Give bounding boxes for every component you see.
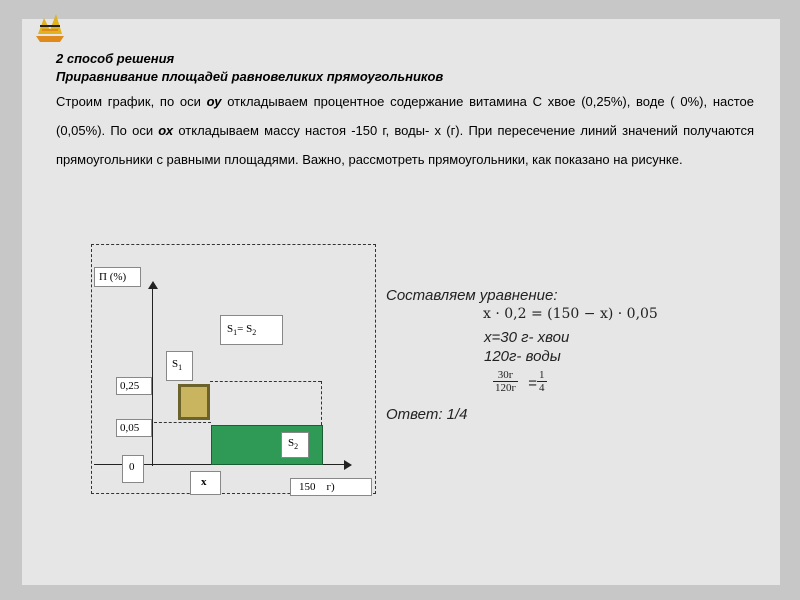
- fraction-left: [493, 369, 518, 394]
- dashed-line-mid: [154, 422, 211, 423]
- description-paragraph: [56, 87, 754, 174]
- origin-label: 0: [122, 455, 144, 483]
- x-value: 150: [299, 481, 316, 493]
- fraction-right-num: 1: [539, 369, 545, 381]
- s2-s: S: [288, 437, 295, 449]
- s1-label: [166, 351, 193, 381]
- solution-equation: x · 0,2 = (150 − x) · 0,05: [483, 306, 658, 322]
- heading-method: 2 способ решения: [56, 51, 175, 66]
- x-value-label: [290, 478, 372, 496]
- paragraph-text-2: откладываем процентное содержание витамина С хвое (0,25%), воде ( 0%), настое (0,05%). По оси: [56, 94, 754, 138]
- heading-title: Приравнивание площадей равновеликих прямоугольников: [56, 69, 444, 84]
- s1-s: S: [172, 358, 179, 370]
- x-unit: г): [326, 481, 335, 493]
- area-equality-label: [220, 315, 283, 345]
- dashed-line-top: [210, 381, 321, 382]
- eq-s2: = S: [237, 323, 253, 335]
- eq-s1-sub: 1: [233, 328, 238, 338]
- tick-label-025: 0,25: [116, 377, 152, 395]
- x-label: x: [190, 471, 221, 495]
- eq-s1: S: [227, 323, 234, 335]
- solution-title: Составляем уравнение:: [386, 287, 558, 304]
- x-axis-arrow-icon: [344, 460, 352, 470]
- dashed-line-right: [321, 381, 322, 425]
- solution-water: 120г- воды: [484, 348, 561, 365]
- y-axis-label: П (%): [94, 267, 141, 287]
- paragraph-text-1: Строим график, по оси: [56, 94, 207, 109]
- s2-sub: 2: [294, 442, 299, 452]
- paragraph-ox: ох: [158, 123, 174, 138]
- rectangle-s1: [178, 384, 210, 420]
- paragraph-oy: оу: [206, 94, 222, 109]
- fraction-left-den: 120г: [495, 382, 517, 394]
- solution-x: х=30 г- хвои: [484, 329, 570, 346]
- answer: Ответ: 1/4: [386, 406, 468, 423]
- paragraph-text-3: откладываем массу настоя -150 г, воды- х (г). При пересечение линий значений получаются прямоугольники с равными площадями. Важно, рассмотреть прямоугольники, как показано на рисунке.: [56, 123, 754, 167]
- tick-label-005: 0,05: [116, 419, 152, 437]
- s2-label: [281, 432, 309, 458]
- ribbon-emblem-icon: [30, 4, 70, 44]
- y-axis-arrow-icon: [148, 281, 158, 289]
- fraction-right-den: 4: [539, 382, 545, 394]
- s1-sub: 1: [178, 363, 183, 373]
- y-axis: [152, 283, 153, 466]
- eq-s2-sub: 2: [252, 328, 257, 338]
- fraction-left-num: 30г: [493, 369, 518, 382]
- fraction-right: [537, 369, 547, 394]
- fraction-equals: =: [528, 375, 537, 392]
